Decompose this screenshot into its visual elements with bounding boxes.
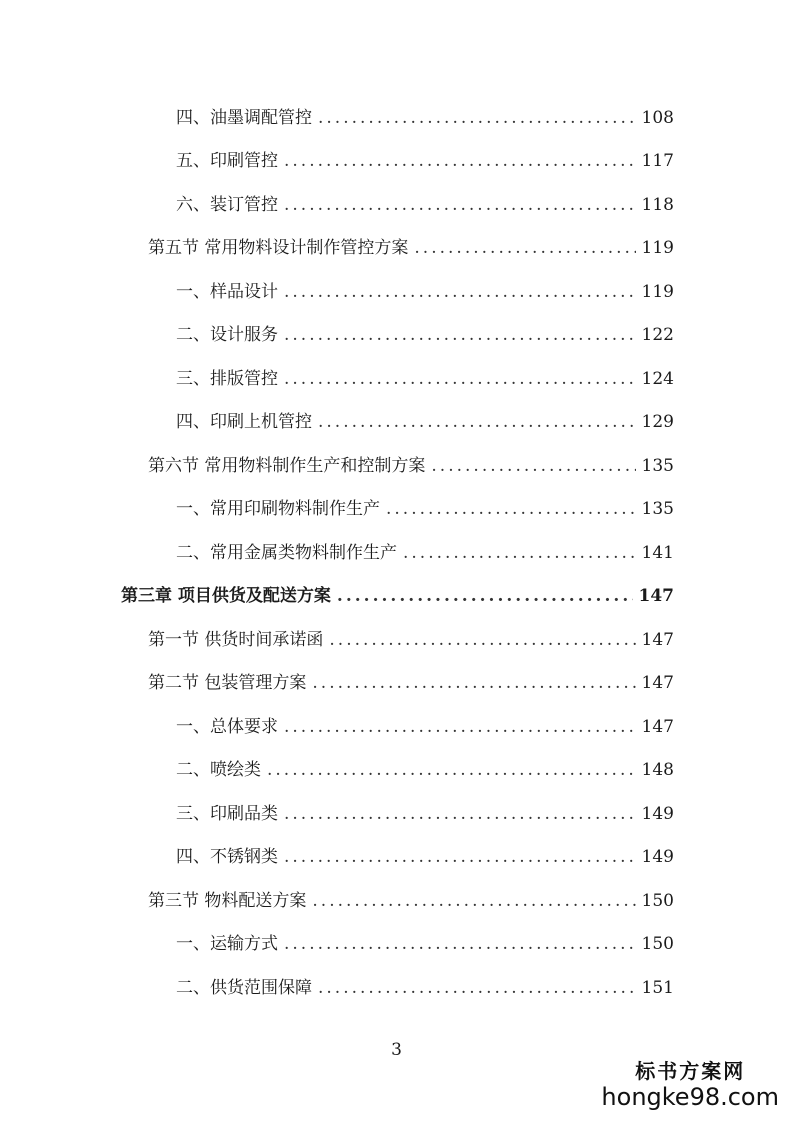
toc-entry[interactable] bbox=[148, 236, 674, 260]
page-number: 3 bbox=[391, 1040, 402, 1060]
toc-entry-page: 122 bbox=[641, 325, 674, 345]
toc-entry-page: 119 bbox=[641, 238, 674, 258]
toc-entry-title: 第三节 物料配送方案 bbox=[148, 891, 307, 911]
toc-entry-page: 119 bbox=[641, 282, 674, 302]
toc-entry[interactable] bbox=[176, 976, 674, 1000]
toc-entry-page: 108 bbox=[641, 108, 674, 128]
toc-entry-title: 第五节 常用物料设计制作管控方案 bbox=[148, 238, 409, 258]
toc-leader-dots bbox=[329, 628, 635, 652]
toc-entry-title: 一、样品设计 bbox=[176, 282, 278, 302]
toc-entry-title: 一、总体要求 bbox=[176, 717, 278, 737]
toc-entry-title: 四、不锈钢类 bbox=[176, 847, 278, 867]
toc-entry-title: 一、常用印刷物料制作生产 bbox=[176, 499, 380, 519]
watermark-url: hongke98.com bbox=[601, 1083, 779, 1111]
toc-entry[interactable] bbox=[148, 889, 674, 913]
toc-entry-page: 135 bbox=[641, 456, 674, 476]
toc-leader-dots bbox=[284, 149, 636, 173]
toc-entry-page: 141 bbox=[641, 543, 674, 563]
toc-leader-dots bbox=[318, 976, 636, 1000]
toc-entry[interactable] bbox=[176, 367, 674, 391]
toc-entry-title: 三、排版管控 bbox=[176, 369, 278, 389]
toc-entry[interactable] bbox=[176, 193, 674, 217]
toc-entry[interactable] bbox=[176, 715, 674, 739]
toc-leader-dots bbox=[284, 715, 636, 739]
toc-entry[interactable] bbox=[176, 280, 674, 304]
toc-leader-dots bbox=[284, 845, 636, 869]
toc-entry-title: 四、印刷上机管控 bbox=[176, 412, 312, 432]
toc-entry[interactable] bbox=[176, 410, 674, 434]
toc-entry[interactable] bbox=[176, 541, 674, 565]
toc-entry[interactable] bbox=[176, 323, 674, 347]
toc-entry-page: 150 bbox=[641, 891, 674, 911]
toc-entry[interactable] bbox=[176, 845, 674, 869]
toc-leader-dots bbox=[284, 280, 636, 304]
toc-entry[interactable] bbox=[176, 802, 674, 826]
toc-entry[interactable] bbox=[148, 671, 674, 695]
toc-entry[interactable] bbox=[176, 149, 674, 173]
toc-entry-page: 150 bbox=[641, 934, 674, 954]
toc-entry-page: 147 bbox=[638, 586, 674, 606]
toc-entry[interactable] bbox=[176, 758, 674, 782]
toc-entry-title: 第六节 常用物料制作生产和控制方案 bbox=[148, 456, 426, 476]
toc-entry[interactable] bbox=[148, 628, 674, 652]
toc-entry-page: 147 bbox=[641, 673, 674, 693]
toc-entry-page: 129 bbox=[641, 412, 674, 432]
toc-leader-dots bbox=[403, 541, 636, 565]
toc-entry-page: 124 bbox=[641, 369, 674, 389]
toc-leader-dots bbox=[284, 323, 636, 347]
toc-entry[interactable] bbox=[176, 106, 674, 130]
toc-entry-page: 151 bbox=[641, 978, 674, 998]
toc-entry-page: 147 bbox=[641, 630, 674, 650]
toc-entry[interactable] bbox=[176, 497, 674, 521]
toc-leader-dots bbox=[284, 932, 636, 956]
toc-entry-title: 二、喷绘类 bbox=[176, 760, 261, 780]
toc-entry-page: 149 bbox=[641, 847, 674, 867]
watermark-chinese: 标书方案网 bbox=[635, 1059, 746, 1083]
toc-entry-title: 三、印刷品类 bbox=[176, 804, 278, 824]
toc-entry-chapter[interactable] bbox=[121, 584, 674, 608]
toc-entry-title: 二、设计服务 bbox=[176, 325, 278, 345]
toc-leader-dots bbox=[312, 671, 635, 695]
toc-entry-page: 149 bbox=[641, 804, 674, 824]
toc-entry-title: 二、供货范围保障 bbox=[176, 978, 312, 998]
toc-entry-page: 135 bbox=[641, 499, 674, 519]
toc-leader-dots bbox=[318, 106, 636, 130]
toc-entry-title: 六、装订管控 bbox=[176, 195, 278, 215]
toc-leader-dots bbox=[284, 802, 636, 826]
toc-entry-title: 四、油墨调配管控 bbox=[176, 108, 312, 128]
toc-leader-dots bbox=[312, 889, 635, 913]
toc-leader-dots bbox=[284, 193, 636, 217]
toc-entry-title: 二、常用金属类物料制作生产 bbox=[176, 543, 397, 563]
toc-leader-dots bbox=[414, 236, 635, 260]
toc-entry-title: 第一节 供货时间承诺函 bbox=[148, 630, 324, 650]
toc-leader-dots bbox=[267, 758, 636, 782]
toc-leader-dots bbox=[386, 497, 636, 521]
toc-entry-title: 第二节 包装管理方案 bbox=[148, 673, 307, 693]
toc-entry-page: 118 bbox=[641, 195, 674, 215]
toc-entry-page: 147 bbox=[641, 717, 674, 737]
toc-entry[interactable] bbox=[148, 454, 674, 478]
toc-entry-title: 五、印刷管控 bbox=[176, 151, 278, 171]
watermark bbox=[601, 1055, 779, 1110]
toc-leader-dots bbox=[284, 367, 636, 391]
toc-leader-dots bbox=[431, 454, 635, 478]
toc-entry-title: 一、运输方式 bbox=[176, 934, 278, 954]
toc-entry-page: 148 bbox=[641, 760, 674, 780]
toc-entry-title: 第三章 项目供货及配送方案 bbox=[121, 586, 331, 606]
toc-entry-page: 117 bbox=[641, 151, 674, 171]
toc-leader-dots bbox=[318, 410, 636, 434]
toc-leader-dots bbox=[337, 584, 633, 608]
toc-entry[interactable] bbox=[176, 932, 674, 956]
